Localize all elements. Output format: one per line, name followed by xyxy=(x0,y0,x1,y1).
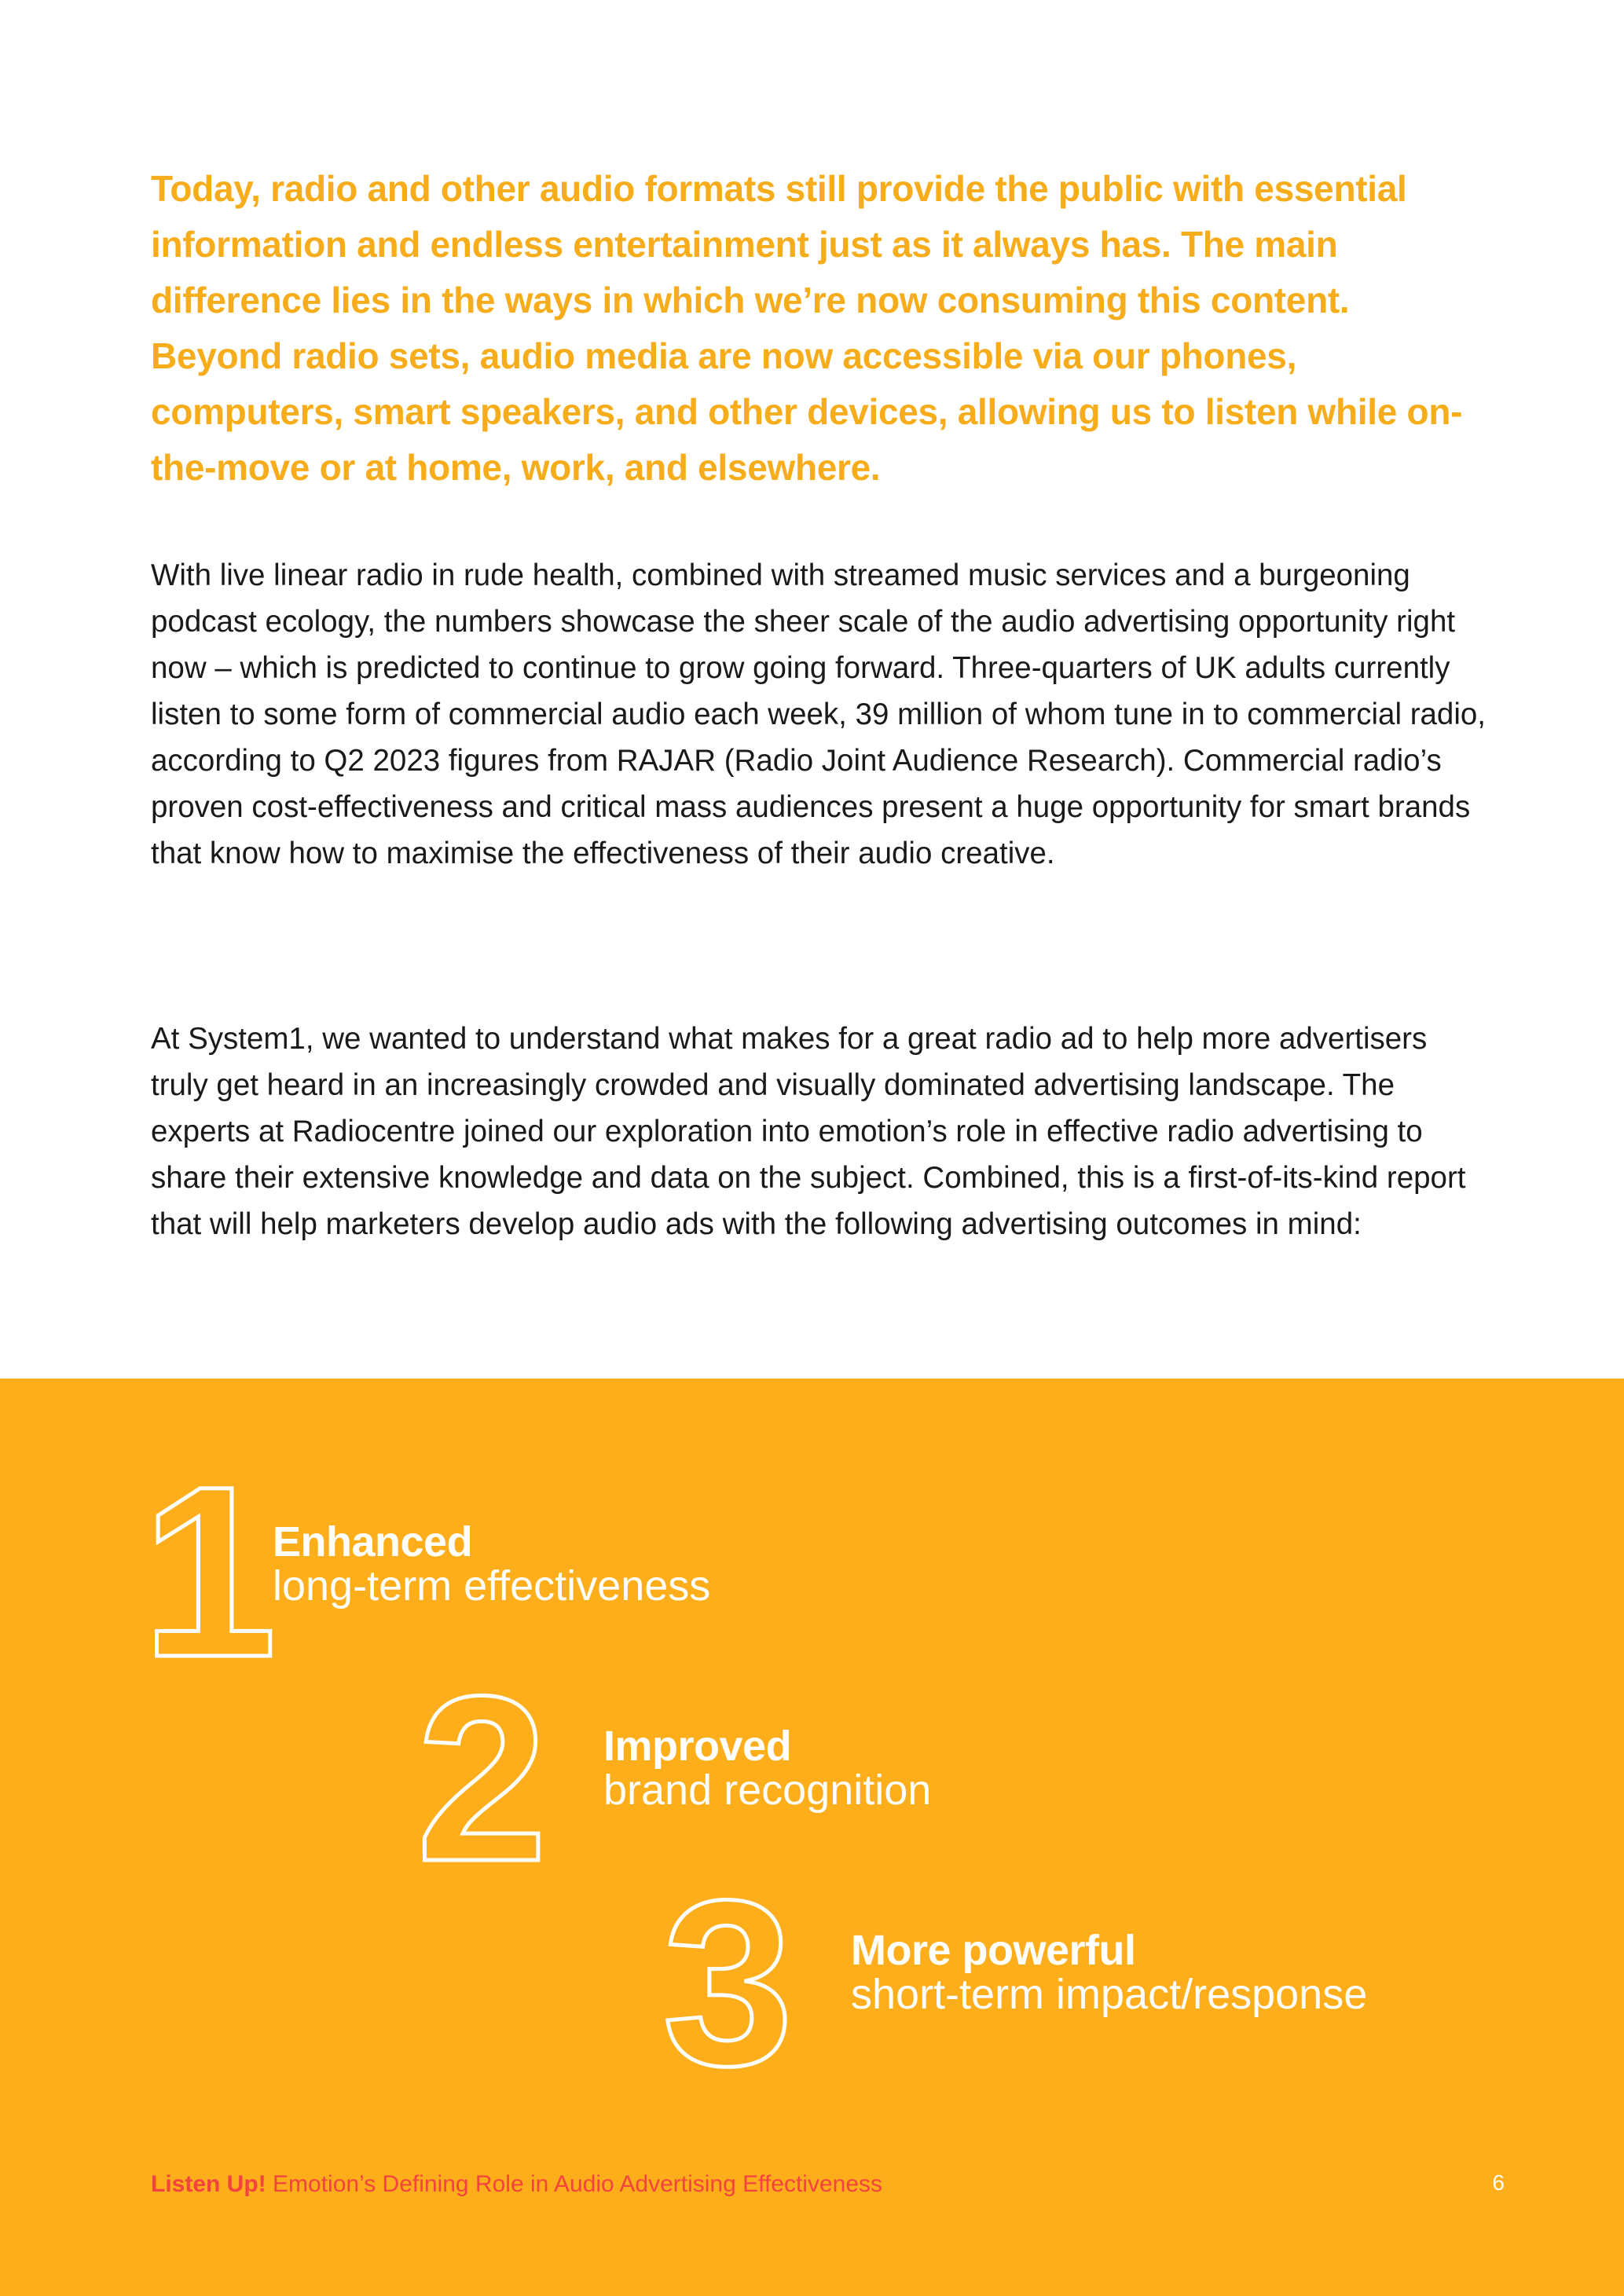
outcome-2-text xyxy=(603,1724,931,1812)
page-number: 6 xyxy=(1492,2170,1505,2195)
outline-number-2-glyph: 2 xyxy=(416,1681,548,1869)
body-paragraph-1: With live linear radio in rude health, combined with streamed music services and a burgeoning podcast ecology, the numbers showcase the sheer scale of the audio advertising opportunity right now – which is predicted to continue to grow going forward. Three-quarters of UK adults currently listen to some form of commercial audio each week, 39 million of whom tune in to commercial radio, according to Q2 2023 figures from RAJAR (Radio Joint Audience Research). Commercial radio’s proven cost-effectiveness and critical mass audiences present a huge opportunity for smart brands that know how to maximise the effectiveness of their audio creative. xyxy=(151,558,1487,870)
footer-report-title: Emotion’s Defining Role in Audio Advertising Effectiveness xyxy=(273,2171,883,2197)
outcome-3-text xyxy=(851,1928,1367,2016)
outcome-1-text xyxy=(273,1520,710,1608)
outline-number-3 xyxy=(658,1885,831,2074)
outline-number-1-glyph: 1 xyxy=(141,1477,271,1665)
intro-paragraph: Today, radio and other audio formats still provide the public with essential information and endless entertainment just as it always has. The main difference lies in the ways in which we’re now consuming this content. Beyond radio sets, audio media are now accessible via our phones, computers, smart speakers, and other devices, allowing us to listen while on-the-move or at home, work, and elsewhere. xyxy=(151,168,1463,488)
outline-number-3-glyph: 3 xyxy=(662,1885,794,2074)
outcome-3-subheading: short-term impact/response xyxy=(851,1971,1368,2018)
outcome-1-subheading: long-term effectiveness xyxy=(273,1562,711,1609)
outcome-2-heading: Improved xyxy=(603,1723,792,1770)
footer xyxy=(151,2169,1510,2200)
outcome-1-heading: Enhanced xyxy=(273,1518,473,1565)
outcome-2-subheading: brand recognition xyxy=(603,1767,932,1814)
outline-number-2 xyxy=(412,1681,585,1869)
footer-report-name: Listen Up! xyxy=(151,2171,266,2197)
outcome-3-heading: More powerful xyxy=(851,1927,1136,1974)
body-paragraph-2: At System1, we wanted to understand what makes for a great radio ad to help more advertisers truly get heard in an increasingly crowded and visually dominated advertising landscape. The experts at Radiocentre joined our exploration into emotion’s role in effective radio advertising to share their extensive knowledge and data on the subject. Combined, this is a first-of-its-kind report that will help marketers develop audio ads with the following advertising outcomes in mind: xyxy=(151,1022,1466,1241)
